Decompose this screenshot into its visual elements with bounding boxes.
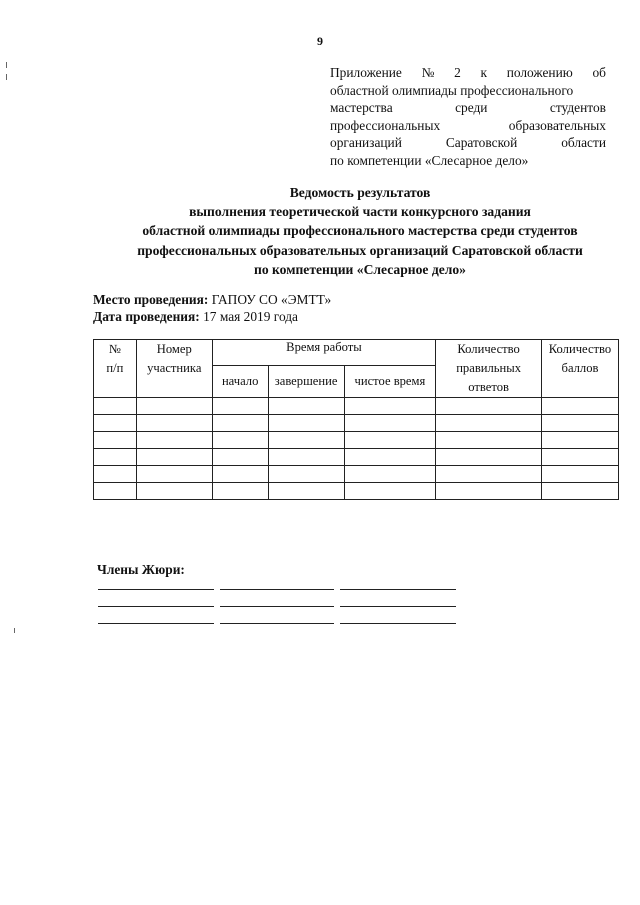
table-cell: [436, 466, 542, 483]
appendix-word: по компетенции «Слесарное дело»: [330, 152, 529, 168]
header-work-time: Время работы: [212, 340, 436, 366]
title-line: профессиональных образовательных организаций Саратовской области: [137, 242, 583, 258]
appendix-word: мастерства: [330, 100, 393, 116]
appendix-word: профессиональных: [330, 117, 441, 133]
header-number: [94, 340, 137, 398]
appendix-word: области: [561, 135, 606, 151]
header-correct-answers: [436, 340, 542, 398]
table-cell: [94, 432, 137, 449]
table-cell: [344, 398, 436, 415]
table-cell: [542, 398, 619, 415]
date-row: [93, 308, 331, 325]
table-cell: [268, 432, 344, 449]
table-cell: [136, 483, 212, 500]
appendix-line: [330, 82, 606, 100]
table-cell: [436, 415, 542, 432]
header-number-sublabel: п/п: [106, 361, 124, 375]
table-cell: [268, 483, 344, 500]
appendix-note: [330, 64, 606, 170]
signature-line: [220, 589, 334, 590]
scan-artifact: [6, 62, 7, 68]
document-title: [60, 183, 640, 279]
signature-line: [220, 606, 334, 607]
header-score-sublabel: баллов: [561, 361, 599, 375]
title-line: Ведомость результатов: [289, 185, 431, 200]
table-cell: [268, 466, 344, 483]
table-cell: [212, 466, 268, 483]
appendix-line: [330, 64, 606, 82]
title-line: областной олимпиады профессионального мастерства среди студентов: [142, 223, 578, 239]
signature-line: [340, 589, 456, 590]
table-row: [94, 449, 619, 466]
results-table-body: [94, 398, 619, 500]
appendix-line: [330, 134, 606, 152]
table-cell: [136, 398, 212, 415]
table-cell: [268, 415, 344, 432]
header-net-time: чистое время: [344, 365, 436, 397]
header-participant: [136, 340, 212, 398]
appendix-line: [330, 152, 606, 170]
table-cell: [94, 449, 137, 466]
appendix-word: Приложение: [330, 65, 402, 80]
signature-line: [98, 589, 214, 590]
jury-label: Члены Жюри:: [97, 562, 185, 577]
signature-line: [98, 623, 214, 624]
date-value: 17 мая 2019 года: [199, 309, 299, 324]
scan-artifact: [14, 628, 15, 633]
table-cell: [212, 449, 268, 466]
table-cell: [436, 398, 542, 415]
header-end: завершение: [268, 365, 344, 397]
appendix-word: областной олимпиады профессионального: [330, 82, 574, 98]
signature-line: [340, 623, 456, 624]
appendix-word: об: [592, 65, 606, 80]
signature-line: [98, 606, 214, 607]
appendix-word: 2: [454, 65, 461, 80]
table-cell: [94, 466, 137, 483]
header-start: начало: [212, 365, 268, 397]
appendix-line: [330, 99, 606, 117]
table-cell: [212, 415, 268, 432]
venue-value: ГАПОУ СО «ЭМТТ»: [208, 292, 332, 307]
table-cell: [542, 466, 619, 483]
table-cell: [136, 415, 212, 432]
results-table: [93, 339, 619, 500]
appendix-word: организаций: [330, 135, 402, 151]
table-row: [94, 466, 619, 483]
page-number: 9: [317, 34, 323, 48]
venue-row: [93, 291, 331, 308]
header-correct-sublabel2: ответов: [468, 380, 509, 394]
appendix-word: №: [421, 65, 435, 80]
table-cell: [436, 483, 542, 500]
table-cell: [136, 449, 212, 466]
table-row: [94, 432, 619, 449]
appendix-word: студентов: [549, 100, 606, 116]
table-cell: [344, 449, 436, 466]
appendix-word: Саратовской: [445, 135, 518, 151]
signature-line: [340, 606, 456, 607]
table-cell: [344, 483, 436, 500]
title-line: по компетенции «Слесарное дело»: [254, 261, 466, 277]
table-cell: [344, 432, 436, 449]
header-score-label: Количество: [548, 342, 612, 356]
header-number-label: №: [108, 342, 121, 356]
appendix-line: [330, 117, 606, 135]
table-row: [94, 398, 619, 415]
event-info: [93, 291, 331, 325]
table-cell: [542, 483, 619, 500]
table-row: [94, 483, 619, 500]
appendix-word: среди: [455, 100, 488, 116]
table-header-row: [94, 340, 619, 366]
table-cell: [542, 432, 619, 449]
table-row: [94, 415, 619, 432]
table-cell: [344, 415, 436, 432]
appendix-word: положению: [506, 65, 573, 80]
table-cell: [436, 449, 542, 466]
title-line: выполнения теоретической части конкурсного задания: [189, 204, 531, 220]
table-cell: [94, 415, 137, 432]
header-correct-sublabel: правильных: [456, 361, 522, 375]
header-participant-label: Номер: [156, 342, 192, 356]
header-participant-sublabel: участника: [147, 361, 202, 375]
table-cell: [136, 466, 212, 483]
header-correct-label: Количество: [457, 342, 520, 356]
table-cell: [268, 398, 344, 415]
appendix-word: к: [480, 65, 487, 80]
table-cell: [212, 483, 268, 500]
date-label: Дата проведения:: [93, 309, 200, 324]
scan-artifact: [6, 74, 7, 80]
table-cell: [436, 432, 542, 449]
table-cell: [136, 432, 212, 449]
table-cell: [94, 483, 137, 500]
appendix-word: образовательных: [508, 117, 606, 133]
signature-line: [220, 623, 334, 624]
table-cell: [212, 398, 268, 415]
venue-label: Место проведения:: [93, 292, 209, 307]
table-cell: [268, 449, 344, 466]
table-cell: [542, 415, 619, 432]
table-cell: [344, 466, 436, 483]
table-cell: [94, 398, 137, 415]
table-cell: [542, 449, 619, 466]
table-cell: [212, 432, 268, 449]
header-score: [542, 340, 619, 398]
